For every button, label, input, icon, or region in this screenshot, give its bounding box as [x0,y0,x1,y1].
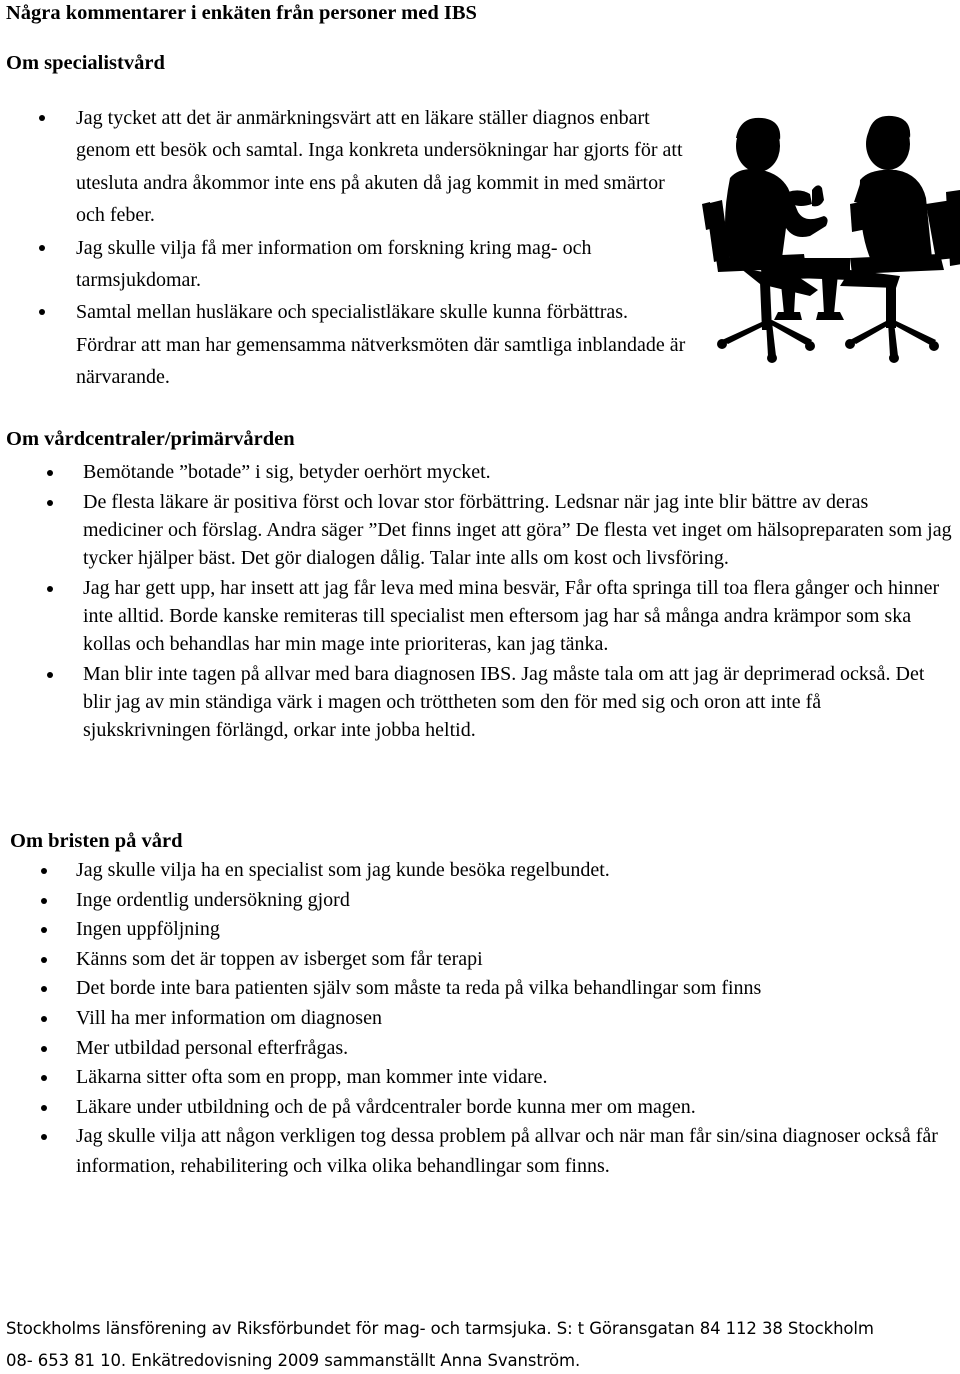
section-heading-bristen-pa-vard: Om bristen på vård [10,830,183,852]
comment-text: Jag har gett upp, har insett att jag får leva med mina besvär, Får ofta springa till toa flera gånger och hinner inte alltid. Borde kanske remiteras till specialist men eftersom jag har så många andra krämpor som ska kollas och behandlas har min mage inte prioriteras, kan jag tänka. [83,577,940,655]
comment-list-specialistvard [76,102,686,394]
comment-text: Jag skulle vilja ha en specialist som jag kunde besöka regelbundet. [76,859,610,881]
comment-text: Läkarna sitter ofta som en propp, man kommer inte vidare. [76,1066,548,1089]
list-item [76,1063,946,1093]
comment-text: Vill ha mer information om diagnosen [76,1006,382,1029]
comment-text: Ingen uppföljning [76,918,220,941]
bullet-icon [41,898,47,904]
list-item [76,974,946,1004]
list-item [76,232,686,297]
comment-text: Jag skulle vilja att någon verkligen tog dessa problem på allvar och när man får sin/sina diagnoser också får information, rehabilitering och vilka olika behandlingar som finns. [76,1125,938,1177]
list-item [76,1093,946,1123]
comment-text: Jag tycket att det är anmärkningsvärt att en läkare ställer diagnos enbart genom ett besök och samtal. Inga konkreta undersökningar har gjorts för att utesluta andra åkommor inte ens på akuten då jag kommit in med smärtor och feber. [76,107,683,227]
section-heading-specialistvard: Om specialistvård [6,52,165,74]
bullet-icon [39,309,45,315]
page-title: Några kommentarer i enkäten från personer med IBS [6,2,477,24]
list-item [76,1034,946,1064]
list-item [76,915,946,945]
list-item [76,1122,946,1181]
section-heading-vardcentraler: Om vårdcentraler/primärvården [6,428,295,450]
footer-address: Stockholms länsförening av Riksförbundet för mag- och tarmsjuka. S: t Göransgatan 84 112 38 Stockholm [6,1319,874,1338]
list-item [76,945,946,975]
list-item [83,575,953,658]
bullet-icon [41,957,47,963]
list-item [83,459,953,487]
comment-text: Inge ordentlig undersökning gjord [76,888,350,911]
comment-text: De flesta läkare är positiva först och lovar stor förbättring. Ledsnar när jag inte blir bättre av deras mediciner och förslag. Andra säger ”Det finns inget att göra” De flesta vet inget om hälsopreparaten som jag tycker hjälper bäst. Det gör dialogen dålig. Talar inte alls om kost och livsföring. [83,491,952,569]
bullet-icon [41,986,47,992]
bullet-icon [47,672,53,678]
bullet-icon [41,927,47,933]
bullet-icon [39,115,45,121]
comment-text: Jag skulle vilja få mer information om forskning kring mag- och tarmsjukdomar. [76,236,592,292]
comment-text: Det borde inte bara patienten själv som måste ta reda på vilka behandlingar som finns [76,977,762,1000]
list-item [83,489,953,572]
list-item [76,1004,946,1034]
footer-credits: 08- 653 81 10. Enkätredovisning 2009 sammanställt Anna Svanström. [6,1351,581,1370]
comment-text: Känns som det är toppen av isberget som får terapi [76,947,483,970]
list-item [76,296,686,393]
bullet-icon [41,1134,47,1140]
bullet-icon [39,245,45,251]
two-people-talking-silhouette-icon [700,108,960,366]
comment-text: Man blir inte tagen på allvar med bara diagnosen IBS. Jag måste tala om att jag är deprimerad också. Det blir jag av min ständiga värk i magen och tröttheten som den för med sig och oron att inte få sjukskrivningen förlängd, orkar inte jobba heltid. [83,663,925,741]
bullet-icon [41,1046,47,1052]
list-item [76,102,686,232]
comment-text: Mer utbildad personal efterfrågas. [76,1036,349,1059]
list-item [83,661,953,744]
bullet-icon [41,1105,47,1111]
comment-text: Läkare under utbildning och de på vårdcentraler borde kunna mer om magen. [76,1095,696,1118]
list-item [76,856,946,886]
bullet-icon [41,1016,47,1022]
comment-list-bristen-pa-vard [76,856,946,1182]
bullet-icon [41,868,47,874]
bullet-icon [47,500,53,506]
comment-list-vardcentraler [83,459,953,747]
comment-text: Samtal mellan husläkare och specialistläkare skulle kunna förbättras. Fördrar att man har gemensamma nätverksmöten där samtliga inblandade är närvarande. [76,301,686,389]
list-item [76,886,946,916]
bullet-icon [41,1075,47,1081]
bullet-icon [47,586,53,592]
bullet-icon [47,470,53,476]
comment-text: Bemötande ”botade” i sig, betyder oerhört mycket. [83,461,491,483]
